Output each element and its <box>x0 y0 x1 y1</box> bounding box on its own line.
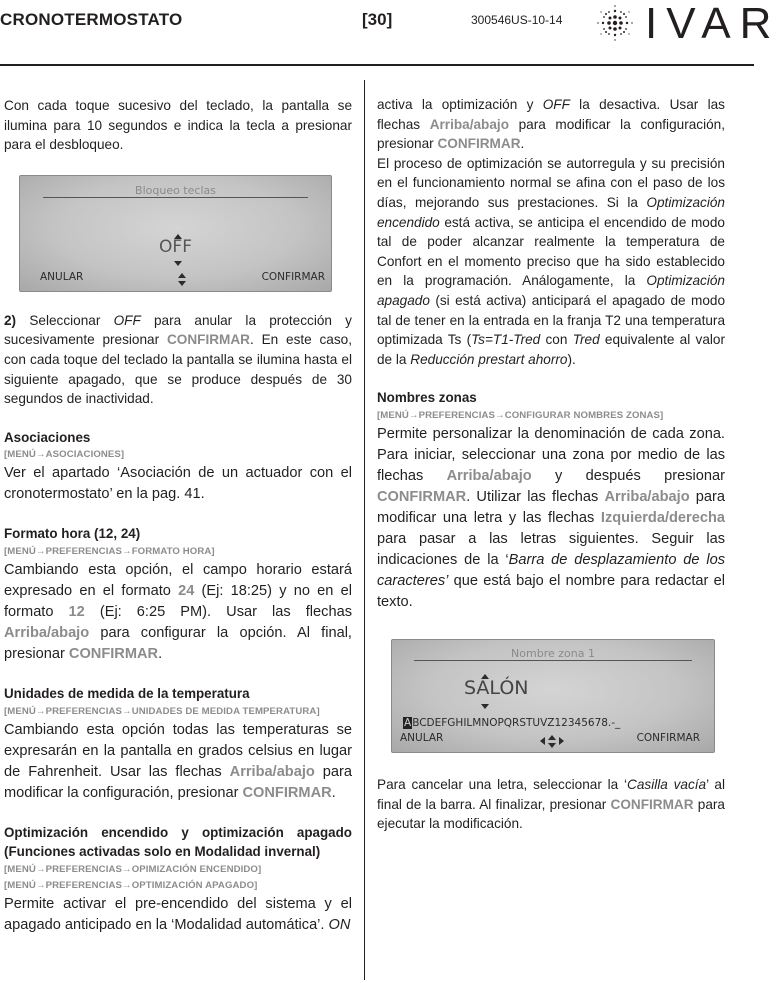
column-divider <box>364 80 365 980</box>
step2-paragraph: 2) Seleccionar OFF para anular la protección y sucesivamente presionar CONFIRMAR. En este caso, con cada toque del teclado la pantalla se ilumina hasta el siguiente apagado, que se produce después de 30 segundos de inactividad. <box>4 312 352 407</box>
lcd-screen-bloqueo <box>19 175 332 292</box>
menu-path: [MENÚ→PREFERENCIAS→OPIMIZACIÓN ENCENDIDO] <box>4 863 262 875</box>
brand-logo: IVAR <box>645 0 780 48</box>
menu-path: [MENÚ→PREFERENCIAS→CONFIGURAR NOMBRES ZONAS] <box>377 409 664 421</box>
selected-char: A <box>404 716 412 729</box>
nav-left-arrow-icon <box>540 737 545 745</box>
asoc-paragraph: Ver el apartado ‘Asociación de un actuador con el cronotermostato’ en la pag. 41. <box>4 465 352 503</box>
lcd-rule <box>43 197 308 198</box>
zonas-paragraph: Permite personalizar la denominación de cada zona. Para iniciar, seleccionar una zona por medio de las flechas Arriba/abajo y después presionar CONFIRMAR. Utilizar las flechas Arriba/abajo para modificar una letra y las flechas Izquierda/derecha para pasar a las letras siguientes. Seguir las indicaciones de la ‘Barra de desplazamiento de los caracteres’ que está bajo el nombre para redactar el texto. <box>377 425 725 610</box>
nav-down-arrow-icon <box>548 743 556 748</box>
nav-up-arrow-icon <box>178 273 186 278</box>
unidades-paragraph: Cambiando esta opción todas las temperaturas se expresarán en la pantalla en grados celsius en lugar de Fahrenheit. Usar las flechas Arriba/abajo para modificar la configuración, presionar CONFIRMAR. <box>4 721 352 801</box>
lcd-cancel-label: ANULAR <box>40 271 84 284</box>
confirm-keyword: CONFIRMAR <box>166 332 251 348</box>
menu-path: [MENÚ→PREFERENCIAS→FORMATO HORA] <box>4 545 215 557</box>
page-number: [30] <box>362 10 393 29</box>
lcd-rule <box>414 660 692 661</box>
optim-paragraph: Permite activar el pre-encendido del sistema y el apagado anticipado en la ‘Modalidad automática’. ON <box>4 895 352 933</box>
document-title: CRONOTERMOSTATO <box>0 10 183 29</box>
brand-globe-icon <box>595 3 635 43</box>
lcd-cancel-label: ANULAR <box>400 732 444 745</box>
optim-process-paragraph: El proceso de optimización se autorregula y su precisión en el funcionamiento normal se afina con el paso de los días, mejorando sus prestaciones. Si la Optimización encendido está activa, se anticipa el encendido de modo tal de poder alcanzar realmente la temperatura de Confort en el momento preciso que ha sido establecido en la programación. Análogamente, la Optimización apagado (si está activa) anticipará el apagado de modo tal de tener en la entrada en la franja T2 una temperatura optimizada Ts (Ts=T1-Tred con Tred equivalente al valor de la Reducción prestart ahorro). <box>377 155 725 367</box>
lcd-value: SALÓN <box>464 676 529 699</box>
section-heading: Nombres zonas <box>377 390 477 406</box>
section-heading: Optimización encendido y optimización apagado (Funciones activadas solo en Modalidad invernal) <box>4 824 352 860</box>
down-arrow-icon <box>174 261 182 266</box>
nav-right-arrow-icon <box>559 737 564 745</box>
lcd-confirm-label: CONFIRMAR <box>261 271 325 284</box>
intro-paragraph: Con cada toque sucesivo del teclado, la pantalla se ilumina para 10 segundos e indica la tecla a presionar para el desbloqueo. <box>4 98 352 153</box>
lcd-title: Nombre zona 1 <box>511 646 595 660</box>
step-number: 2) <box>4 312 17 328</box>
menu-path: [MENÚ→ASOCIACIONES] <box>4 449 125 461</box>
right-column <box>377 95 725 834</box>
optim-continued-paragraph: activa la optimización y OFF la desactiva. Usar las flechas Arriba/abajo para modificar la configuración, presionar CONFIRMAR. <box>377 97 725 152</box>
lcd-confirm-label: CONFIRMAR <box>636 732 700 745</box>
down-arrow-icon <box>481 704 489 709</box>
section-heading: Formato hora (12, 24) <box>4 526 141 542</box>
nav-down-arrow-icon <box>178 281 186 286</box>
left-column <box>4 96 352 936</box>
char-scroll-bar: ABCDEFGHILMNOPQRSTUVZ12345678.-_ <box>404 716 621 729</box>
formato-paragraph: Cambiando esta opción, el campo horario estará expresado en el formato 24 (Ej: 18:25) y no en el formato 12 (Ej: 6:25 PM). Usar las flechas Arriba/abajo para configurar la opción. Al final, presionar CONFIRMAR. <box>4 561 352 662</box>
menu-path: [MENÚ→PREFERENCIAS→UNIDADES DE MEDIDA TEMPERATURA] <box>4 705 320 717</box>
nav-up-arrow-icon <box>548 735 556 740</box>
lcd-value: OFF <box>159 236 192 257</box>
section-heading: Asociaciones <box>4 429 91 445</box>
page-header <box>0 0 780 66</box>
cancel-letter-paragraph: Para cancelar una letra, seleccionar la ‘Casilla vacía’ al final de la barra. Al finalizar, presionar CONFIRMAR para ejecutar la modificación. <box>377 776 726 832</box>
document-code: 300546US-10-14 <box>471 13 563 27</box>
section-heading: Unidades de medida de la temperatura <box>4 685 250 701</box>
menu-path: [MENÚ→PREFERENCIAS→OPTIMIZACIÓN APAGADO] <box>4 879 258 891</box>
lcd-title: Bloqueo teclas <box>135 183 216 197</box>
lcd-screen-nombre-zona <box>391 639 715 753</box>
header-rule <box>0 64 754 66</box>
